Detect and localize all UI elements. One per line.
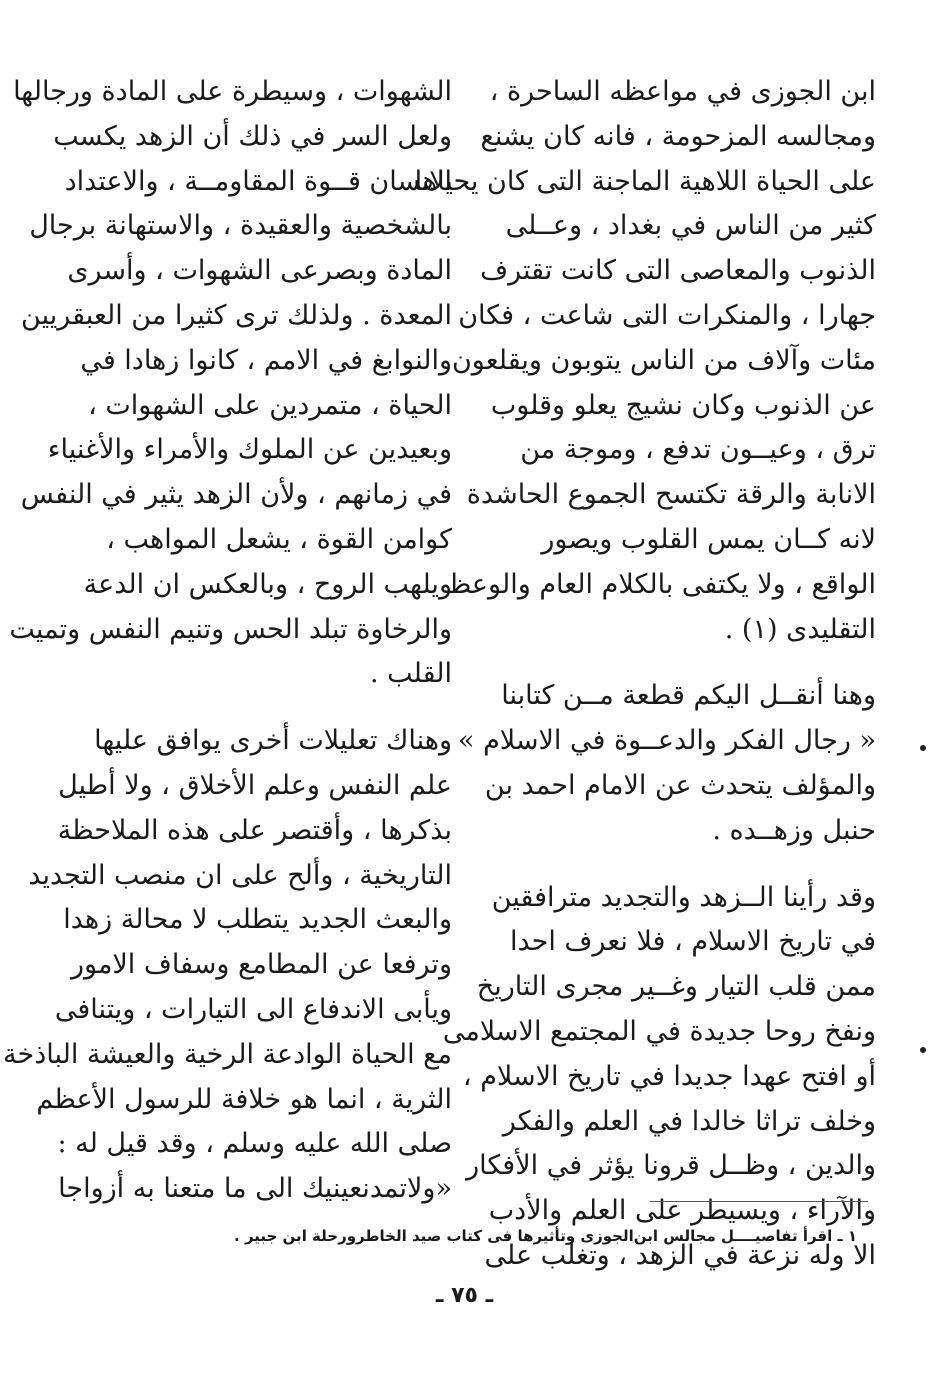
text-line: لانه كــان يمس القلوب ويصور bbox=[541, 523, 876, 555]
text-line: جهارا ، والمنكرات التى شاعت ، فكان bbox=[458, 299, 876, 331]
text-line: الحياة ، متمردين على الشهوات ، bbox=[88, 389, 452, 421]
text-line: وهناك تعليلات أخرى يوافق عليها bbox=[94, 725, 452, 757]
text-line: وقد رأينا الــزهد والتجديد مترافقين bbox=[491, 881, 876, 913]
footnote-divider bbox=[650, 1201, 868, 1202]
text-line: وخلف تراثا خالدا في العلم والفكر bbox=[502, 1105, 876, 1137]
text-line: والآراء ، ويسيطر على العلم والأدب bbox=[488, 1195, 876, 1227]
left-paragraph-1 bbox=[9, 70, 452, 697]
text-line: كوامن القوة ، يشعل المواهب ، bbox=[106, 523, 452, 555]
text-line: كثير من الناس في بغداد ، وعــلى bbox=[505, 210, 876, 242]
text-line: عن الذنوب وكان نشيج يعلو وقلوب bbox=[490, 389, 876, 421]
text-line: الثرية ، انما هو خلافة للرسول الأعظم bbox=[36, 1083, 452, 1115]
text-line: المادة وبصرعى الشهوات ، وأسرى bbox=[67, 255, 452, 287]
text-line: بالشخصية والعقيدة ، والاستهانة برجال bbox=[29, 210, 452, 242]
right-paragraph-3 bbox=[442, 876, 876, 1279]
text-line: الانسان قــوة المقاومــة ، والاعتداد bbox=[64, 165, 452, 197]
text-line: الواقع ، ولا يكتفى بالكلام العام والوعظ bbox=[446, 568, 876, 600]
text-line: ويلهب الروح ، وبالعكس ان الدعة bbox=[83, 568, 452, 600]
text-line: ونفخ روحا جديدة في المجتمع الاسلامى bbox=[442, 1015, 876, 1047]
text-line: المعدة . ولذلك ترى كثيرا من العبقريين bbox=[21, 299, 452, 331]
text-line: ابن الجوزى في مواعظه الساحرة ، bbox=[489, 76, 876, 107]
text-line: ويأبى الاندفاع الى التيارات ، ويتنافى bbox=[54, 993, 452, 1025]
text-line: وهنا أنقــل اليكم قطعة مــن كتابنا bbox=[501, 680, 876, 712]
text-line: صلى الله عليه وسلم ، وقد قيل له : bbox=[57, 1128, 452, 1160]
text-line: «ولاتمدنعينيك الى ما متعنا به أزواجا bbox=[58, 1173, 452, 1205]
text-line: على الحياة اللاهية الماجنة التى كان يحياها bbox=[414, 165, 876, 197]
text-line: ولعل السر في ذلك أن الزهد يكسب bbox=[53, 120, 452, 152]
right-column bbox=[414, 70, 876, 1279]
text-line: مع الحياة الوادعة الرخية والعيشة الباذخة bbox=[3, 1038, 452, 1070]
text-line: والرخاوة تبلد الحس وتنيم النفس وتميت bbox=[9, 613, 452, 645]
margin-mark bbox=[920, 1047, 926, 1053]
text-line: مئات وآلاف من الناس يتوبون ويقلعون bbox=[451, 344, 876, 376]
text-line: حنبل وزهــده . bbox=[712, 814, 876, 846]
text-line: التاريخية ، وألح على ان منصب التجديد bbox=[28, 859, 452, 891]
text-line: وترفعا عن المطامع وسفاف الامور bbox=[70, 949, 452, 981]
page-number: ـ ٧٥ ـ bbox=[435, 1283, 494, 1308]
text-line: « رجال الفكر والدعــوة في الاسلام » bbox=[457, 725, 876, 757]
footnote: ١ ـ اقرأ تفاصيــــل مجالس ابن‌الجوزى وتأثيرها فى كتاب صيد الخاطرورحلة ابن جبير . bbox=[234, 1227, 857, 1245]
right-paragraph-1 bbox=[414, 70, 876, 652]
right-paragraph-2 bbox=[457, 674, 876, 853]
text-line: في تاريخ الاسلام ، فلا نعرف احدا bbox=[509, 926, 876, 958]
text-line: ممن قلب التيار وغــير مجرى التاريخ bbox=[476, 971, 876, 1003]
left-paragraph-2 bbox=[3, 719, 452, 1212]
left-column bbox=[3, 70, 452, 1212]
text-line: والدين ، وظــل قرونا يؤثر في الأفكار bbox=[466, 1150, 876, 1182]
text-line: والبعث الجديد يتطلب لا محالة زهدا bbox=[63, 904, 452, 936]
margin-mark bbox=[920, 745, 926, 751]
text-line: الانابة والرقة تكتسح الجموع الحاشدة bbox=[466, 479, 876, 511]
text-line: ومجالسه المزحومة ، فانه كان يشنع bbox=[480, 120, 876, 152]
text-line: والنوابغ في الامم ، كانوا زهادا في bbox=[80, 344, 452, 376]
text-line: أو افتح عهدا جديدا في تاريخ الاسلام ، bbox=[462, 1060, 876, 1092]
text-line: بذكرها ، وأقتصر على هذه الملاحظة bbox=[57, 814, 452, 846]
text-line: الا وله نزعة في الزهد ، وتغلب على bbox=[484, 1239, 876, 1271]
text-line: الشهوات ، وسيطرة على المادة ورجالها bbox=[13, 76, 452, 107]
text-line: الذنوب والمعاصى التى كانت تقترف bbox=[480, 255, 876, 287]
text-line: وبعيدين عن الملوك والأمراء والأغنياء bbox=[47, 434, 452, 466]
text-line: في زمانهم ، ولأن الزهد يثير في النفس bbox=[20, 479, 452, 511]
text-line: التقليدى (١) . bbox=[724, 613, 876, 645]
text-line: ترق ، وعيــون تدفع ، وموجة من bbox=[520, 434, 876, 466]
text-line: علم النفس وعلم الأخلاق ، ولا أطيل bbox=[58, 769, 452, 801]
text-line: القلب . bbox=[369, 658, 452, 690]
text-line: والمؤلف يتحدث عن الامام احمد بن bbox=[484, 769, 876, 801]
